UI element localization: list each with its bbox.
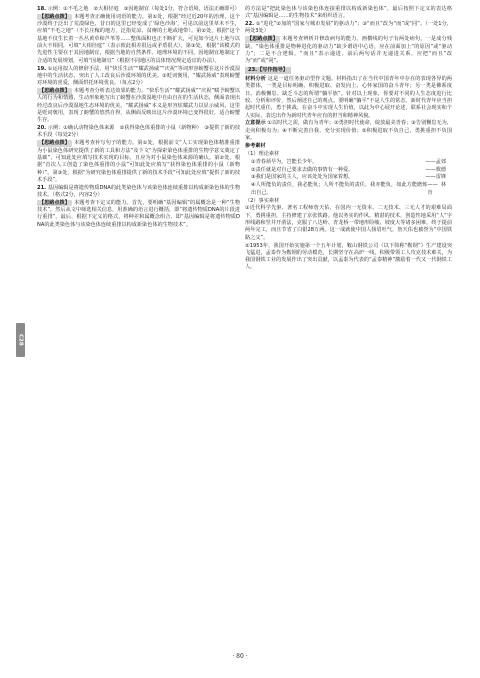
section-heading <box>245 66 452 75</box>
analysis-paragraph <box>37 200 240 229</box>
answer-item <box>37 66 240 88</box>
question-number: 18. <box>37 6 47 12</box>
analysis-tag: 【思路点拨】 <box>39 140 70 147</box>
analysis-tag: 【思路点拨】 <box>39 13 70 20</box>
paragraph-text: 本题考查补写句子的能力。第①处，根据前文“人工实现染色体精准重排为小鼠染色体研究提供了新的工具和方法”及下文“为探索染色体重排的生物学意义奠定了基础”，可知此处应填写技术实现的目标，且应为对小鼠染色体来源的确认。第②处，根据“首次人工创造了染色体重排的小鼠”可知此处应填写“获得染色体重排的小鼠（新物种）”。第③处，根据“为研究染色体重排提供了新的技术手段”可知此处应填“提供了新的技术手段”。 <box>37 140 240 183</box>
subheading-text: （1）理论素材 <box>245 150 280 157</box>
side-tab: C28 <box>16 323 25 357</box>
text-paragraph <box>245 6 452 21</box>
quote-source: ——林肯 <box>427 182 446 196</box>
analysis-paragraph <box>245 36 452 65</box>
answer-item <box>37 6 240 13</box>
paragraph-text: 示例：①不毛之地 ②大相径庭 ③因地制宜（每处1分，符合语境，语法正确即可） <box>47 6 240 12</box>
quote-item <box>245 174 452 181</box>
quote-text: ④人所能负的责任，我必能负；人所不能负的责任，我亦能负，如此方能磨炼出自己。 <box>251 182 428 196</box>
paragraph-text: 的方法是“把此染色体与该染色体连接重排以构成新染色体”，最后按照下定义的表达格式“基因编辑是……的生物技术”来组织语言。 <box>245 6 452 20</box>
paragraph-text: 本题考查下定义的能力。首先，要明确“基因编辑”的属概念是一种“生物技术”，然后从文中筛选相关信息，用准确的语言进行概括，即“将遗传物质DNA的片段进行重排”。最后，根据下定义的格式，将种差和属概念组合，即“基因编辑是将遗传物质DNA的此类染色体与该染色体连续重排以构成新染色体的生物技术”。 <box>37 199 240 228</box>
subheading <box>245 198 452 205</box>
paragraph-text: ①运用拟人的修辞手法，用“快乐生活”“耀武扬威”“庆祝”等词形容螃蟹在这片沙漠湿地中的生活状态，突出了人工改良后沙漠环境的优美。②贬词褒用，“耀武扬威”表现螃蟹对环境的喜爱，侧面烘托环境优良。（每点2分） <box>37 65 240 87</box>
question-number: 22. <box>245 21 255 28</box>
quote-item <box>245 182 452 197</box>
quote-text: ②责任就是对自己要求去做的事情有一种爱。 <box>251 166 354 173</box>
text-paragraph <box>245 76 452 120</box>
text-paragraph <box>245 243 452 272</box>
bold-label: 立意提示 <box>245 120 266 127</box>
text-paragraph <box>245 205 452 241</box>
text-paragraph <box>245 143 452 150</box>
quote-item <box>245 167 452 174</box>
paragraph-text: ①近代科学先驱、著名工程师詹天佑，在国内一无资本、二无技术、三无人才的艰难局面下，勇挑重担，主持修建了京张铁路。他以务实的作风、精湛的技术，创造性地采用“人”字形线路和竖井开凿法，克服了八达岭、青龙桥一带地形险峻、坡度大等诸多困难，终于提前两年完工，而且节省了白银28万两。这一成就使中国人扬眉吐气，詹天佑也被誉为“中国铁路之父”。 <box>245 205 452 241</box>
paragraph-text: 示例：①确认动物染色体来源 ②获得染色体重排的小鼠（新物种） ③提供了新的技术手段（每处2分） <box>37 125 241 139</box>
text-paragraph <box>245 120 452 142</box>
quote-text: ①青春须早为，岂能长少年。 <box>251 158 318 165</box>
analysis-paragraph <box>37 14 240 65</box>
analysis-tag: 【思路点拨】 <box>39 88 70 95</box>
answer-item <box>245 21 452 36</box>
quote-item <box>245 159 452 166</box>
bold-label: 材料分析 <box>245 76 267 83</box>
quote-text: ③我们是国家的主人，应该处处为国家着想。 <box>251 174 354 181</box>
quote-source: ——孟郊 <box>425 158 446 165</box>
analysis-paragraph <box>37 88 240 124</box>
paragraph-text: ①“进化”②加的“国家与城市发展”的驱动力”；③“而且”改为“而”或“同”。（一处1分，两处3处） <box>245 21 452 35</box>
page-number: · 80 · <box>232 653 248 660</box>
bold-label: 参考素材 <box>245 142 266 149</box>
paragraph-text: ①以时代之需，做有为青年；②勇担时代使命，绽放最美青春；③告别懈怠无为，走向积极有为；④不断完善自我，充分实现价值；⑤积极进取不负自己，勇挑重担不负国家。 <box>245 120 453 142</box>
right-column <box>245 6 452 272</box>
answer-item <box>37 125 240 140</box>
paragraph-text: ②1953年，我国开始实施第一个五年计划，鞍山钢铁公司（以下简称“鞍钢”）生产建设突飞猛进，孟泰作为鞍钢的劳动模范，长期坚守在高炉一线，积极带领工人攻克技术难关，为我国钢铁工业的发展作出了突出贡献，以孟泰为代表的“孟泰精神”激励着一代又一代钢铁工人。 <box>245 242 452 271</box>
analysis-paragraph <box>37 140 240 184</box>
subheading <box>245 151 452 158</box>
paragraph-text: 这是一道任务驱动型作文题。材料指出了在当代中国青年中存在的表现各异的两类群体，一类是目标明确、积极进取、奋发向上、心怀家国的奋斗青年；另一类是佛系度日、消极懈怠、缺乏斗志的所谓“躺平族”。针对以上现象，你要对不同的人生态度进行比较、分析和评价，然后阐述自己的观点。要明确“躺平”不是人生的常态，新时代青年应当担起时代重任，勇于挑战，在奋斗中实现人生价值，以此为中心展开论述，联系社会现实和个人实际，表达出作为新时代青年应有的担当和精神风貌。 <box>245 76 452 119</box>
question-number: 20. <box>37 125 47 132</box>
paragraph-text: 本题考查正确使用词语的能力。第①处，根据“经过近20年的治理，这个沙漠终于泛出了荒漠绿色，昔日的这里已经变成了‘绿色沙海’，可见以前这里草木不生，应填“不毛之地”（不长庄稼的地方，泛指荒凉、贫瘠的土地或地带）。第②处，根据“这个基地不仅生长着一丛丛黄草和芦苇等……整体面积也正不断扩大，可见如今这片土地与以前大不相同，可填“大相径庭”（表示彼此相差很远或矛盾很大）。第③处，根据“该模式的先进性主要在于其因地制宜，根据当地的自然条件、地理环境的不同，因地制宜地制定了合适的发展规划，可填“因地制宜”（根据不同地区的具体情况规定适宜的办法）。 <box>37 13 240 64</box>
subheading-text: （2）事实素材 <box>245 197 280 204</box>
section-heading-label: 23.【写作指导】 <box>245 67 291 74</box>
paragraph-text: 本题考查辨析并修改病句的能力。画横线的句子有两处病句，一是成分残缺，“染色体重排是物种进化的驱动力”缺少谓语中心语，应在前面加上“的原因”或“驱动力”；二是不合逻辑，“而且”表示递进，前后两句话并无递进关系，应把“而且”改为“而”或“同”。 <box>245 36 452 65</box>
paragraph-text: 本题考查分析表达效果的能力。“快乐生活”“耀武扬威”“庆祝”赋予螃蟹以人的行为和情感，生动形象地写出了螃蟹在沙漠湿地中自由自在的生活状态，侧面表现出经过改良后沙漠湿地生态环境的优美。“耀武扬威”本义是形容炫耀武力以显示威风，这里是贬词褒用，表现了螃蟹的悠然自得，从侧面反映出这片沙漠环境已变得很好，适合螃蟹生存。 <box>37 88 240 124</box>
analysis-tag: 【思路点拨】 <box>247 36 278 43</box>
quote-source: ——雷锋 <box>425 174 446 181</box>
paragraph-text: 基因编辑是将遗传物质DNA的此类染色体与该染色体连续重排以构成新染色体的生物技术。（格式2分，内容2分） <box>37 184 240 198</box>
left-column <box>37 6 240 230</box>
analysis-tag: 【思路点拨】 <box>39 199 70 206</box>
question-number: 19. <box>37 65 47 72</box>
question-number: 21. <box>37 184 47 191</box>
quote-source: ——歌德 <box>425 166 446 173</box>
answer-item <box>37 185 240 200</box>
